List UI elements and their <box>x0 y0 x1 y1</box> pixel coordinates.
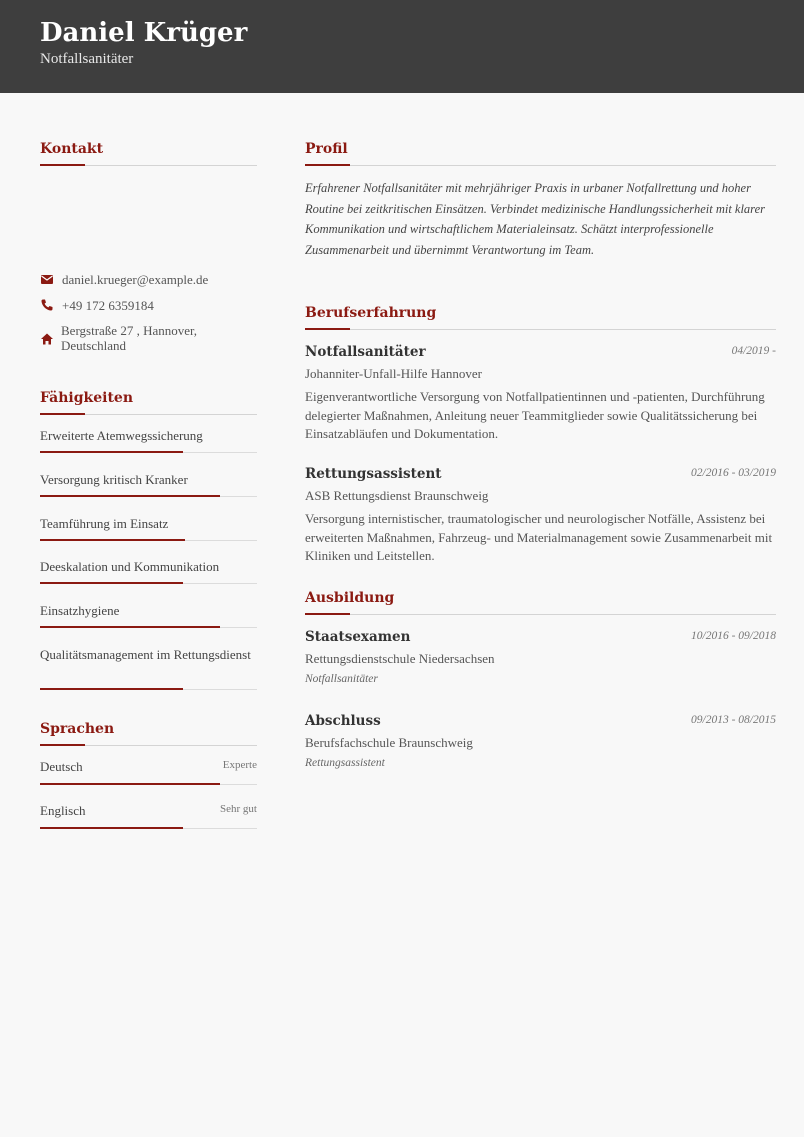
mail-icon <box>40 272 54 286</box>
language-item <box>40 802 257 846</box>
resume-header <box>0 0 804 93</box>
experience-role: Notfallsanitäter <box>305 344 426 360</box>
profile-heading: Profil <box>305 141 348 157</box>
skills-heading: Fähigkeiten <box>40 390 134 406</box>
skill-item <box>40 602 257 646</box>
education-degree: Abschluss <box>305 713 381 729</box>
skill-level-track <box>40 496 257 497</box>
experience-entry <box>305 465 776 566</box>
section-heading-experience <box>305 304 776 330</box>
experience-org: Johanniter-Unfall-Hilfe Hannover <box>305 366 482 381</box>
address-text <box>61 323 197 353</box>
skill-item <box>40 646 257 690</box>
phone-text[interactable]: +49 172 6359184 <box>62 298 154 313</box>
phone-icon <box>40 298 54 312</box>
languages-heading: Sprachen <box>40 721 115 737</box>
profile-text: Erfahrener Notfallsanitäter mit mehrjähriger Praxis in urbaner Notfallrettung und hoher Routine bei zeitkritischen Einsätzen. Verbindet medizinische Handlungssicherheit mit klarer Kommunikation und wirtschaftlichem Materialeinsatz. Schätzt interprofessionelle Zusammenarbeit und übernimmt Verantwortung im Team. <box>305 181 765 257</box>
email-text[interactable]: daniel.krueger@example.de <box>62 272 209 287</box>
education-degree: Staatsexamen <box>305 629 411 645</box>
skill-label: Deeskalation und Kommunikation <box>40 559 220 574</box>
heading-accent <box>40 744 85 746</box>
address-line-1: Bergstraße 27 , Hannover, <box>61 323 198 338</box>
language-level-track <box>40 784 257 785</box>
skill-level-track <box>40 540 257 541</box>
language-label: Deutsch <box>40 759 83 774</box>
education-date: 09/2013 - 08/2015 <box>691 714 776 726</box>
skill-level-fill <box>40 688 183 690</box>
skill-level-track <box>40 452 257 453</box>
education-school: Rettungsdienstschule Niedersachsen <box>305 651 495 666</box>
skill-level-fill <box>40 451 183 453</box>
section-heading-profile <box>305 140 776 166</box>
education-field: Rettungsassistent <box>305 757 385 769</box>
heading-accent <box>305 613 350 615</box>
skill-level-track <box>40 627 257 628</box>
experience-role: Rettungsassistent <box>305 466 442 482</box>
languages-section <box>40 720 257 746</box>
section-heading-education <box>305 589 776 615</box>
heading-accent <box>40 164 85 166</box>
language-level-fill <box>40 783 220 785</box>
section-heading-skills <box>40 389 257 415</box>
skill-label: Teamführung im Einsatz <box>40 516 169 531</box>
address-line-2: Deutschland <box>61 338 126 353</box>
skill-level-fill <box>40 626 220 628</box>
home-icon <box>40 332 54 346</box>
skill-item <box>40 558 257 602</box>
experience-date: 02/2016 - 03/2019 <box>691 467 776 479</box>
skill-level-track <box>40 583 257 584</box>
language-label: Englisch <box>40 803 86 818</box>
experience-entry <box>305 343 776 444</box>
language-level-text: Experte <box>222 759 257 771</box>
education-section <box>305 589 776 615</box>
experience-org: ASB Rettungsdienst Braunschweig <box>305 488 489 503</box>
language-item <box>40 758 257 802</box>
contact-section <box>40 140 257 166</box>
skill-level-fill <box>40 539 185 541</box>
skill-label: Einsatzhygiene <box>40 603 120 618</box>
experience-section <box>305 304 776 330</box>
skill-level-track <box>40 689 257 690</box>
education-entry <box>305 628 776 686</box>
experience-desc: Eigenverantwortliche Versorgung von Notfallpatientinnen und -patienten, Durchführung delegierter Maßnahmen, Anleitung neuer Teammitglieder sowie Qualitätssicherung bei Einsatzabläufen und Dokumentation. <box>305 389 765 441</box>
person-name: Daniel Krüger <box>40 18 248 48</box>
heading-accent <box>40 413 85 415</box>
education-field: Notfallsanitäter <box>305 673 378 685</box>
skill-label: Qualitätsmanagement im Rettungsdienst <box>40 647 251 662</box>
education-school: Berufsfachschule Braunschweig <box>305 735 473 750</box>
skill-label: Versorgung kritisch Kranker <box>40 472 188 487</box>
language-level-fill <box>40 827 183 829</box>
skill-level-fill <box>40 495 220 497</box>
language-level-track <box>40 828 257 829</box>
education-entry <box>305 712 776 770</box>
experience-date: 04/2019 - <box>731 345 776 357</box>
education-heading: Ausbildung <box>305 590 395 606</box>
contact-heading: Kontakt <box>40 141 104 157</box>
language-level-text: Sehr gut <box>220 803 257 815</box>
heading-accent <box>305 164 350 166</box>
heading-accent <box>305 328 350 330</box>
profile-section <box>305 140 776 260</box>
skill-item <box>40 427 257 471</box>
job-title: Notfallsanitäter <box>40 51 134 67</box>
skill-level-fill <box>40 582 183 584</box>
section-heading-contact <box>40 140 257 166</box>
education-date: 10/2016 - 09/2018 <box>691 630 776 642</box>
skill-label: Erweiterte Atemwegssicherung <box>40 428 203 443</box>
skill-item <box>40 471 257 515</box>
experience-heading: Berufserfahrung <box>305 305 437 321</box>
skill-item <box>40 515 257 559</box>
experience-desc: Versorgung internistischer, traumatologischer und neurologischer Notfälle, Assistenz bei erweiterten Maßnahmen, Fahrzeug- und Materialmanagement sowie Zusammenarbeit mit Kliniken und Leitstellen. <box>305 511 773 563</box>
section-heading-languages <box>40 720 257 746</box>
